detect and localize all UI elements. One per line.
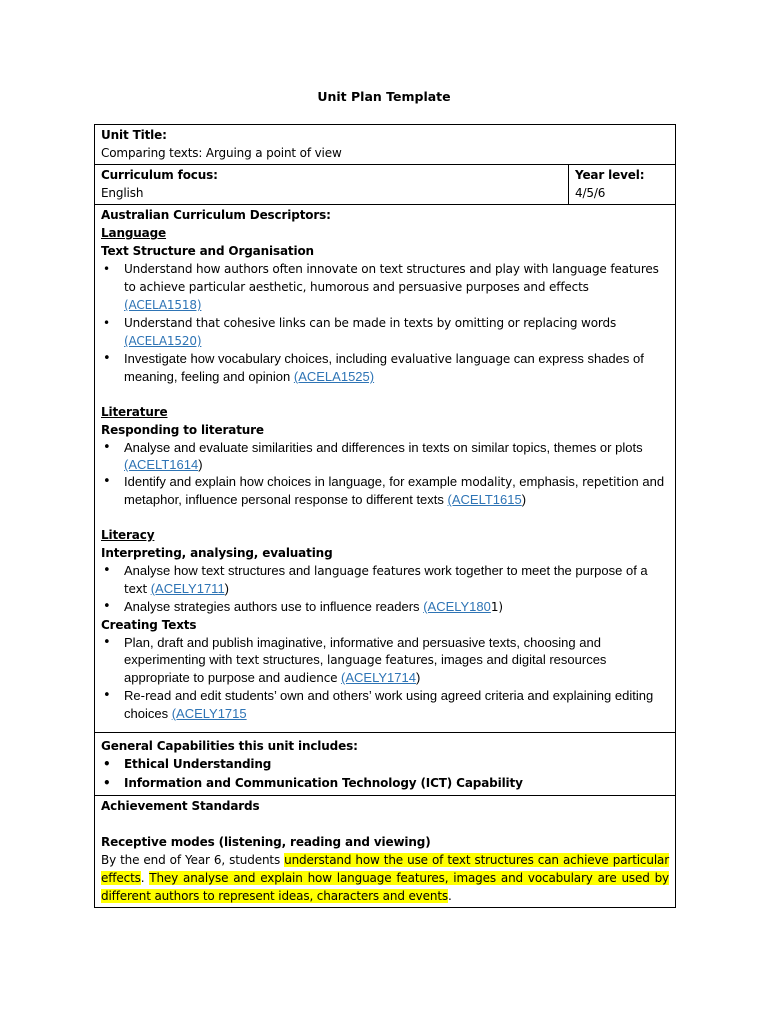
capabilities-row: [95, 733, 676, 796]
capabilities-cell: [95, 733, 676, 796]
achievement-cell: [95, 796, 676, 908]
acely1714-link[interactable]: (ACELY1714: [341, 670, 416, 685]
literacy-list-interpreting: [101, 562, 669, 616]
curriculum-focus-label: Curriculum focus:: [101, 168, 218, 182]
literacy-subhead-interpreting: Interpreting, analysing, evaluating: [101, 546, 333, 560]
acely1711-link[interactable]: (ACELY1711: [150, 581, 225, 596]
acely1715-link[interactable]: (ACELY1715: [171, 706, 247, 721]
list-item: • Ethical Understanding: [101, 755, 669, 774]
unit-title-label: Unit Title:: [101, 128, 167, 142]
achievement-row: [95, 796, 676, 908]
list-item: • Investigate how vocabulary choices, including evaluative language can express shades of meaning, feeling and opinion (ACELA1525): [101, 350, 669, 385]
receptive-modes-subhead: Receptive modes (listening, reading and viewing): [101, 835, 431, 849]
list-item: • Analyse how text structures and language features work together to meet the purpose of a text (ACELY1711): [101, 562, 669, 598]
highlighted-text: They analyse and explain how language features, images and vocabulary are used by different authors to represent ideas, characters and events: [101, 871, 670, 903]
language-label: Language: [101, 226, 167, 240]
literacy-list-creating: [101, 634, 669, 722]
curriculum-focus-value: English: [101, 186, 144, 200]
list-item: • Information and Communication Technology (ICT) Capability: [101, 774, 669, 793]
focus-row: [95, 165, 676, 205]
list-item: • Analyse strategies authors use to influence readers (ACELY1801): [101, 598, 669, 616]
list-item: • Understand that cohesive links can be made in texts by omitting or replacing words (ACELA1520): [101, 314, 669, 350]
unit-title-cell: [95, 125, 676, 165]
literacy-label: Literacy: [101, 528, 155, 542]
acelt1615-link[interactable]: (ACELT1615: [447, 492, 522, 507]
unit-title-value: Comparing texts: Arguing a point of view: [101, 146, 342, 160]
list-item: • Understand how authors often innovate on text structures and play with language features to achieve particular aesthetic, humorous and persuasive purposes and effects (ACELA1518): [101, 260, 669, 314]
year-level-value: 4/5/6: [575, 186, 606, 200]
literature-subhead: Responding to literature: [101, 423, 264, 437]
literacy-subhead-creating: Creating Texts: [101, 618, 197, 632]
year-level-label: Year level:: [575, 168, 645, 182]
acely1801-link[interactable]: (ACELY180: [423, 599, 491, 614]
language-subhead: Text Structure and Organisation: [101, 244, 314, 258]
curriculum-focus-cell: [95, 165, 569, 205]
unit-plan-table: [94, 124, 676, 908]
document-title: Unit Plan Template: [317, 89, 451, 104]
year-level-cell: [569, 165, 676, 205]
literature-list: [101, 439, 669, 508]
literature-label: Literature: [101, 405, 168, 419]
acela1518-link[interactable]: (ACELA1518): [124, 298, 202, 312]
acela1525-link[interactable]: (ACELA1525): [293, 369, 375, 384]
list-item: • Re-read and edit students’ own and others’ work using agreed criteria and explaining editing choices (ACELY1715: [101, 687, 669, 722]
achievement-paragraph: By the end of Year 6, students understand how the use of text structures can achieve particular effects. They analyse and explain how language features, images and vocabulary are used by different authors to represent ideas, characters and events.: [101, 853, 670, 903]
unit-title-row: [95, 125, 676, 165]
capabilities-list: [101, 755, 669, 793]
achievement-heading: Achievement Standards: [101, 799, 260, 813]
highlighted-text: understand how the use of text structures can achieve particular effects: [101, 853, 670, 885]
descriptors-row: [95, 205, 676, 733]
list-item: • Analyse and evaluate similarities and differences in texts on similar topics, themes or plots (ACELT1614): [101, 439, 669, 473]
descriptors-heading: Australian Curriculum Descriptors:: [101, 208, 331, 222]
acelt1614-link[interactable]: (ACELT1614: [124, 457, 199, 472]
descriptors-cell: [95, 205, 676, 733]
list-item: • Plan, draft and publish imaginative, informative and persuasive texts, choosing and experimenting with text structures, language features, images and digital resources appropriate to purpose and audience (ACELY1714): [101, 634, 669, 687]
language-list: [101, 260, 669, 385]
list-item: • Identify and explain how choices in language, for example modality, emphasis, repetition and metaphor, influence personal response to different texts (ACELT1615): [101, 473, 669, 508]
capabilities-heading: General Capabilities this unit includes:: [101, 739, 358, 753]
acela1520-link[interactable]: (ACELA1520): [124, 334, 202, 348]
